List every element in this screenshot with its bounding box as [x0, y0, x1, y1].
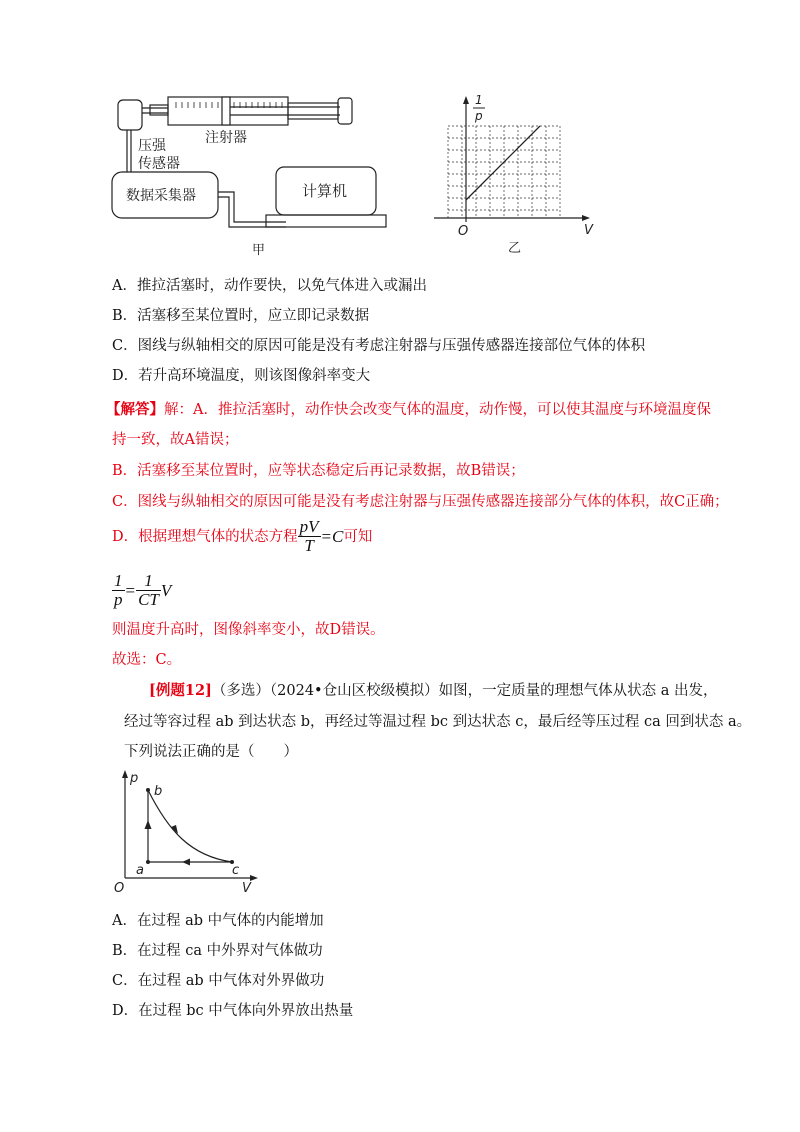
graph-grid: [448, 126, 560, 218]
syringe-label: 注射器: [205, 130, 247, 146]
syringe-handle: [338, 98, 352, 124]
graph-data-line: [466, 126, 540, 200]
point-a-label: a: [136, 863, 144, 878]
equation-inverse-pressure: $\frac{1}{p}$ = $\frac{1}{CT}$ V: [114, 571, 172, 609]
graph-figure-yi: [428, 90, 603, 260]
answer-line-1: 【解答】解：A．推拉活塞时，动作快会改变气体的温度，动作慢，可以使其温度与环境温度保: [106, 401, 711, 418]
example12-line-1: [例题12]（多选）（2024•仓山区校级模拟）如图，一定质量的理想气体从状态 a 出发，: [149, 682, 718, 699]
example12-tag: [例题12]: [149, 682, 212, 699]
graph-y-label-den: p: [475, 109, 483, 123]
option-b: B．活塞移至某位置时，应立即记录数据: [112, 308, 370, 324]
pressure-sensor-label-2: 传感器: [138, 156, 180, 172]
example12-option-a: A．在过程 ab 中气体的内能增加: [112, 913, 324, 929]
figure-caption-jia: 甲: [252, 243, 266, 258]
answer-line-5: D．根据理想气体的状态方程 $\frac{pV}{T}$ =C 可知: [112, 517, 373, 555]
answer-tag: 【解答】: [106, 401, 164, 418]
answer-line-6: 则温度升高时，图像斜率变小，故D错误。: [112, 622, 385, 638]
graph-origin-label: O: [458, 224, 469, 239]
state-point-a: [146, 860, 150, 864]
option-c: C．图线与纵轴相交的原因可能是没有考虑注射器与压强传感器连接部位气体的体积: [112, 338, 646, 354]
example12-option-d: D．在过程 bc 中气体向外界放出热量: [112, 1003, 354, 1019]
point-c-label: c: [232, 863, 240, 878]
answer-line-3: B．活塞移至某位置时，应等状态稳定后再记录数据，故B错误；: [112, 463, 525, 479]
option-d: D．若升高环境温度，则该图像斜率变大: [112, 368, 371, 384]
graph-y-label-num: 1: [475, 93, 483, 107]
state-point-b: [146, 788, 150, 792]
answer-line-4: C．图线与纵轴相交的原因可能是没有考虑注射器与压强传感器连接部分气体的体积，故C正确；: [112, 494, 729, 510]
collector-label: 数据采集器: [126, 188, 196, 204]
point-b-label: b: [154, 784, 163, 799]
pv-origin-label: O: [114, 881, 125, 896]
pv-x-label: V: [242, 881, 251, 896]
process-bc: [148, 790, 232, 862]
pressure-sensor: [118, 100, 142, 130]
example12-line-3: 下列说法正确的是（ ）: [124, 744, 298, 760]
pv-cycle-graph: [110, 768, 270, 896]
example12-option-c: C．在过程 ab 中气体对外界做功: [112, 973, 325, 989]
computer-label: 计算机: [302, 182, 348, 200]
equation-state: $\frac{pV}{T}$: [299, 517, 319, 555]
figure-caption-yi: 乙: [508, 241, 522, 256]
answer-line-7: 故选：C。: [112, 652, 182, 668]
graph-x-label: V: [584, 223, 593, 238]
pressure-sensor-label-1: 压强: [138, 138, 166, 154]
example12-line-2: 经过等容过程 ab 到达状态 b，再经过等温过程 bc 到达状态 c，最后经等压过程 ca 回到状态 a。: [124, 714, 752, 730]
pv-y-label: p: [130, 771, 139, 786]
example12-option-b: B．在过程 ca 中外界对气体做功: [112, 943, 323, 959]
apparatus-figure-jia: [110, 92, 390, 260]
option-a: A．推拉活塞时，动作要快，以免气体进入或漏出: [112, 278, 427, 294]
answer-line-2: 持一致，故A错误；: [112, 432, 239, 448]
